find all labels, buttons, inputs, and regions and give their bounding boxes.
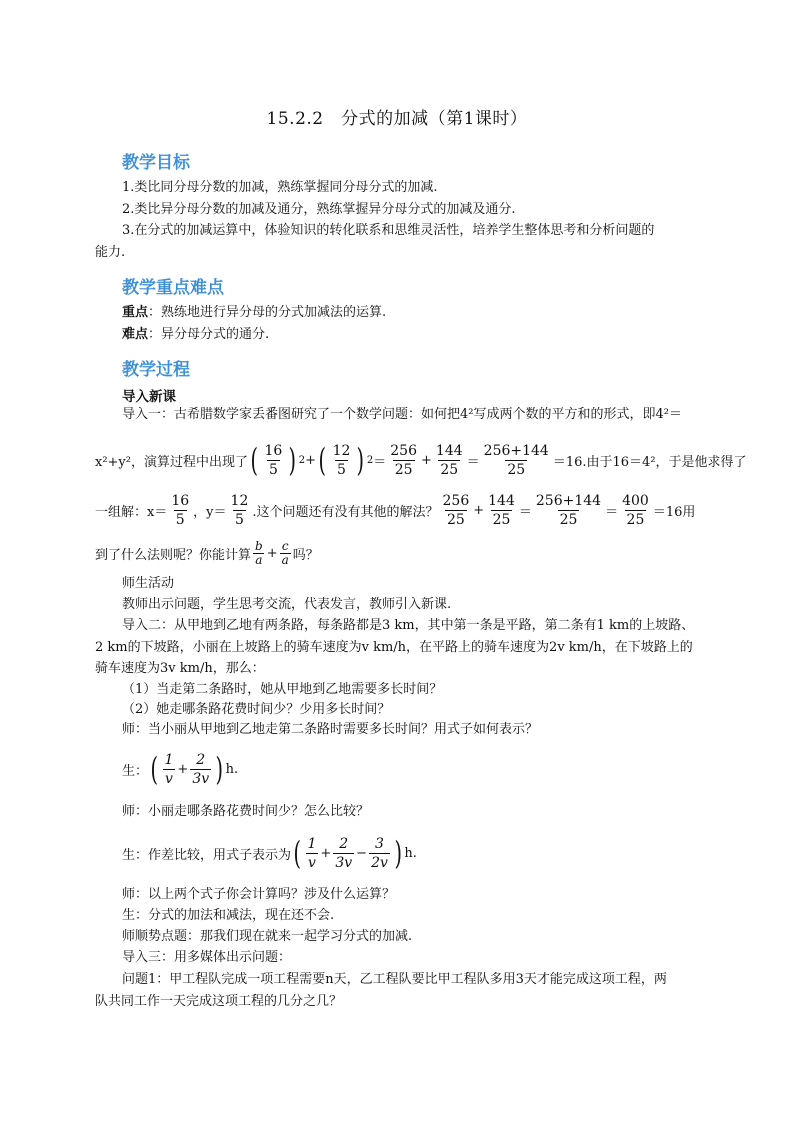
intro-heading: 导入新课 — [122, 389, 176, 405]
intro2-line-1: 导入二：从甲地到乙地有两条路，每条路都是3 km，其中第一条是平路，第二条有1 km的上坡路、 — [122, 618, 695, 633]
right-paren: ) — [215, 750, 224, 788]
difficult-text: ：异分母分式的通分. — [148, 327, 270, 342]
fraction-sum-over-25: $\frac{256+144}{25}$ — [535, 492, 602, 528]
difficult-point — [122, 325, 269, 345]
fraction-144-over-25: $\frac{144}{25}$ — [435, 442, 463, 478]
fraction-12-over-5: $\frac{12}{5}$ — [230, 492, 249, 528]
key-label: 重点 — [122, 305, 149, 320]
intro2-question-2: （2）她走哪条路花费时间少？少用多长时间？ — [122, 702, 391, 717]
plus-sign: + — [320, 845, 332, 861]
intro1-line-2 — [95, 436, 747, 484]
minus-sign: − — [356, 845, 368, 861]
left-paren: ( — [318, 441, 327, 479]
problem-1-line-1: 问题1：甲工程队完成一项工程需要n天，乙工程队要比甲工程队多用3天才能完成这项工程，两 — [122, 972, 667, 987]
plus-sign: + — [421, 452, 432, 468]
intro2-question-1: （1）当走第二条路时，她从甲地到乙地需要多长时间？ — [122, 682, 443, 697]
intro3-line-1: 导入三：用多媒体出示问题： — [122, 950, 292, 965]
goal-3-line-2: 能力. — [95, 245, 126, 260]
page-title: 15.2.2 分式的加减（第1课时） — [266, 109, 528, 129]
difficult-label: 难点 — [122, 327, 149, 342]
student-prefix: 生：作差比较，用式子表示为 — [122, 847, 292, 863]
fraction-sum-over-25: $\frac{256+144}{25}$ — [483, 442, 549, 478]
problem-1-line-2: 队共同工作一天完成这项工程的几分之几？ — [95, 994, 343, 1009]
student-answer-1 — [122, 746, 238, 792]
fraction-256-over-25: $\frac{256}{25}$ — [390, 442, 417, 478]
student-prefix: 生： — [122, 763, 149, 779]
fraction-144-over-25: $\frac{144}{25}$ — [488, 492, 515, 528]
student-line-3: 生：分式的加法和减法，现在还不会. — [122, 908, 335, 923]
intro1-line-2-suffix: ＝16.由于16＝4²，于是他求得了 — [552, 454, 747, 470]
intro1-line-3-suffix: ＝16用 — [652, 504, 696, 520]
fraction-1-over-v: $\frac{1}{v}$ — [307, 835, 317, 871]
right-paren: ) — [356, 441, 365, 479]
student-answer-2 — [122, 830, 417, 876]
fraction-1-over-v: $\frac{1}{v}$ — [164, 751, 174, 787]
key-point — [122, 303, 386, 323]
intro1-line-3-question: .这个问题还有没有其他的解法？ — [252, 504, 439, 520]
left-paren: ( — [250, 441, 258, 479]
teacher-line-3: 师：以上两个式子你会计算吗？涉及什么运算？ — [122, 887, 396, 902]
right-paren: ) — [394, 834, 402, 872]
unit-h: h. — [225, 761, 239, 777]
equals-sign: ＝ — [466, 454, 480, 470]
plus-sign: + — [177, 761, 189, 777]
intro1-line-3 — [95, 488, 695, 532]
activity-label: 师生活动 — [122, 576, 175, 591]
exponent: 2 — [298, 454, 306, 466]
goal-2: 2.类比异分母分数的加减及通分，熟练掌握异分母分式的加减及通分. — [122, 202, 516, 217]
plus-sign: + — [305, 452, 317, 468]
intro1-line-4-prefix: 到了什么法则呢？你能计算 — [95, 547, 252, 563]
plus-sign: + — [266, 545, 278, 561]
y-equals: ，y＝ — [193, 504, 227, 520]
fraction-2-over-3v: $\frac{2}{3v}$ — [335, 835, 353, 871]
left-paren: ( — [293, 834, 302, 872]
teacher-line-2: 师：小丽走哪条路花费时间少？怎么比较？ — [122, 804, 370, 819]
left-paren: ( — [150, 750, 159, 788]
intro2-line-3: 骑车速度为3v km/h，那么： — [95, 661, 265, 676]
unit-h: h. — [404, 845, 417, 861]
intro1-line-1: 导入一：古希腊数学家丢番图研究了一个数学问题：如何把4²写成两个数的平方和的形式，即4²＝ — [122, 407, 682, 422]
teacher-line-1: 师：当小丽从甲地到乙地走第二条路时需要多长时间？用式子如何表示？ — [122, 722, 539, 737]
goal-3-line-1: 3.在分式的加减运算中，体验知识的转化联系和思维灵活性，培养学生整体思考和分析问题的 — [122, 223, 655, 238]
exponent: 2 — [366, 454, 374, 466]
fraction-c-over-a: $\frac{c}{a}$ — [281, 538, 289, 567]
intro1-line-3-prefix: 一组解：x＝ — [95, 504, 168, 520]
intro1-line-4 — [95, 536, 319, 570]
fraction-400-over-25: $\frac{400}{25}$ — [622, 492, 649, 528]
fraction-16-over-5: $\frac{16}{5}$ — [171, 492, 190, 528]
right-paren: ) — [288, 441, 297, 479]
section-heading-goals: 教学目标 — [122, 153, 190, 173]
teacher-line-4: 师顺势点题：那我们现在就来一起学习分式的加减. — [122, 929, 413, 944]
fraction-16-over-5: $\frac{16}{5}$ — [264, 442, 283, 478]
plus-sign: + — [473, 502, 485, 518]
equals-sign: ＝ — [373, 454, 387, 470]
section-heading-key-points: 教学重点难点 — [122, 278, 224, 298]
section-heading-process: 教学过程 — [122, 360, 190, 380]
fraction-3-over-2v: $\frac{3}{2v}$ — [371, 835, 388, 871]
fraction-2-over-3v: $\frac{2}{3v}$ — [192, 751, 210, 787]
fraction-12-over-5: $\frac{12}{5}$ — [332, 442, 351, 478]
activity-text: 教师出示问题，学生思考交流，代表发言，教师引入新课. — [122, 597, 452, 612]
intro1-line-2-prefix: x²+y²，演算过程中出现了 — [95, 454, 248, 470]
goal-1: 1.类比同分母分数的加减，熟练掌握同分母分式的加减. — [122, 180, 438, 195]
key-text: ：熟练地进行异分母的分式加减法的运算. — [148, 305, 387, 320]
intro1-line-4-suffix: 吗？ — [292, 547, 319, 563]
fraction-b-over-a: $\frac{b}{a}$ — [255, 538, 263, 567]
equals-sign: ＝ — [518, 504, 532, 520]
fraction-256-over-25: $\frac{256}{25}$ — [442, 492, 470, 528]
equals-sign: ＝ — [605, 504, 619, 520]
intro2-line-2: 2 km的下坡路，小丽在上坡路上的骑车速度为v km/h，在平路上的骑车速度为2v km/h，在下坡路上的 — [95, 640, 693, 655]
